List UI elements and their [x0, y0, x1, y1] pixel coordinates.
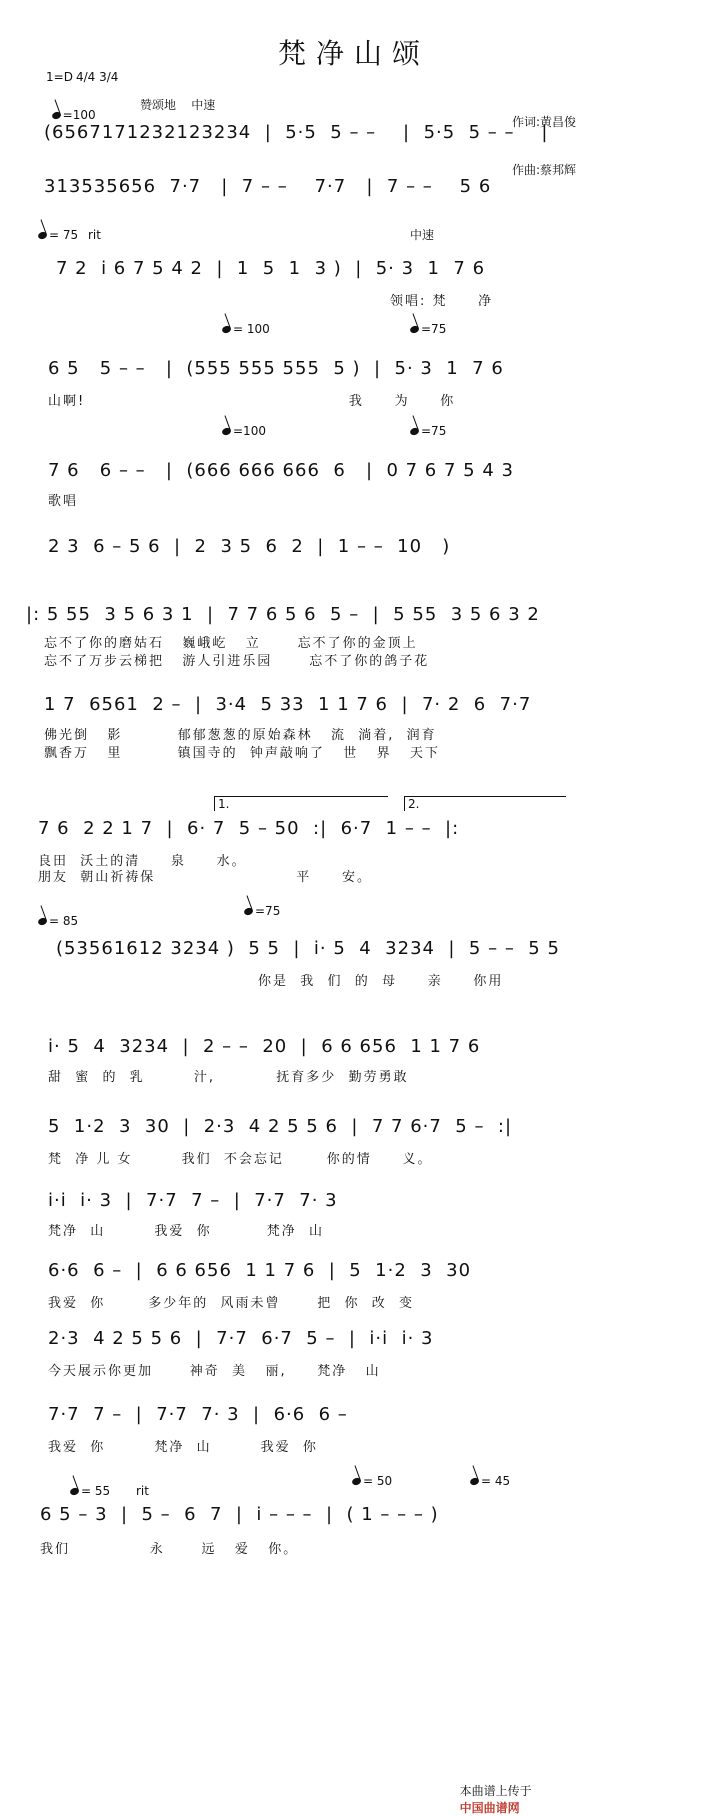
footer-text: 本曲谱上传于 — [459, 1784, 532, 1798]
score-line-15: 2·3 4 2 5 5 6 | 7·7 6·7 5 – | i·i i· 3 — [48, 1328, 434, 1349]
tempo-mark: = 45 — [470, 1474, 510, 1488]
lyrics-line-10: 你是 我 们 的 母 亲 你用 — [258, 974, 504, 989]
score-line-8: 1 7 6561 2 – | 3·4 5 33 1 1 7 6 | 7· 2 6 7·7 — [44, 694, 532, 715]
page-title: 梵净山颂 — [277, 37, 430, 70]
tempo-mark: = 100 — [222, 322, 270, 336]
lyrics-line-3: 领唱: 梵 净 — [390, 294, 494, 309]
score-line-12: 5 1·2 3 30 | 2·3 4 2 5 5 6 | 7 7 6·7 5 – :| — [48, 1116, 513, 1137]
score-line-13: i·i i· 3 | 7·7 7 – | 7·7 7· 3 — [48, 1190, 338, 1211]
score-line-7: |: 5 55 3 5 6 3 1 | 7 7 6 5 6 5 – | 5 55 3 5 6 3 2 — [26, 604, 540, 625]
quarter-note-icon — [51, 111, 62, 121]
score-line-6: 2 3 6 – 5 6 | 2 3 5 6 2 | 1 – – 10 ) — [48, 536, 451, 557]
quarter-note-icon — [69, 1487, 80, 1497]
rit-mark: rit — [136, 1484, 149, 1498]
tempo-text: 中速 — [410, 228, 435, 242]
tempo-mark: = 85 — [38, 914, 78, 928]
score-line-16: 7·7 7 – | 7·7 7· 3 | 6·6 6 – — [48, 1404, 348, 1425]
tempo-mark: =75 — [410, 424, 446, 438]
tempo-mark: =100 — [222, 424, 266, 438]
quarter-note-icon — [221, 427, 232, 437]
quarter-note-icon — [469, 1477, 480, 1487]
lyrics-line-11: 甜 蜜 的 乳 汁, 抚育多少 勤劳勇敢 — [48, 1070, 409, 1085]
lyrics-line-8a: 佛光倒 影 郁郁葱葱的原始森林 流 淌着, 润育 — [44, 728, 437, 743]
quarter-note-icon — [37, 231, 48, 241]
volta-2: 2. — [404, 796, 566, 811]
tempo-mark: = 75 — [38, 228, 78, 242]
score-line-1: (6567171232123234 | 5·5 5 – – | 5·5 5 – – | — [44, 122, 549, 143]
composer: 作曲:蔡邦辉 — [512, 163, 577, 177]
rit-mark: rit — [88, 228, 101, 242]
quarter-note-icon — [243, 907, 254, 917]
tempo-mark: =75 — [410, 322, 446, 336]
quarter-note-icon — [351, 1477, 362, 1487]
lyrics-line-15: 今天展示你更加 神奇 美 丽, 梵净 山 — [48, 1364, 381, 1379]
tempo-mark: =100 — [44, 94, 96, 122]
lyrics-line-4: 山啊! 我 为 你 — [48, 394, 456, 409]
lyrics-line-14: 我爱 你 多少年的 风雨未曾 把 你 改 变 — [48, 1296, 415, 1311]
volta-1: 1. — [214, 796, 388, 811]
expression-mark: 赞颂地 中速 — [140, 98, 216, 112]
lyrics-line-7b: 忘不了万步云梯把 游人引进乐园 忘不了你的鸽子花 — [44, 654, 430, 669]
lyrics-line-7a: 忘不了你的磨姑石 巍峨屹 立 忘不了你的金顶上 — [44, 636, 418, 651]
upload-footer — [452, 1768, 532, 1816]
quarter-note-icon — [409, 325, 420, 335]
lyricist: 作词:黄昌俊 — [512, 115, 577, 129]
quarter-note-icon — [37, 917, 48, 927]
tempo-mark: = 55 — [70, 1484, 110, 1498]
score-line-9: 7 6 2 2 1 7 | 6· 7 5 – 50 :| 6·7 1 – – |: — [38, 818, 460, 839]
lyrics-line-9a: 良田 沃土的清 泉 水。 — [38, 854, 247, 869]
lyrics-line-13: 梵净 山 我爱 你 梵净 山 — [48, 1224, 325, 1239]
lyrics-line-17: 我们 永 远 爱 你。 — [40, 1542, 299, 1557]
score-line-2: 313535656 7·7 | 7 – – 7·7 | 7 – – 5 6 — [44, 176, 492, 197]
key-signature: 1=D — [46, 70, 73, 84]
site-logo: 中国曲谱网 — [459, 1801, 520, 1815]
lyrics-line-5: 歌唱 — [48, 494, 79, 509]
score-line-17: 6 5 – 3 | 5 – 6 7 | i – – – | ( 1 – – – ) — [40, 1504, 439, 1525]
time-signature: 4/4 3/4 — [76, 70, 119, 84]
score-line-11: i· 5 4 3234 | 2 – – 20 | 6 6 656 1 1 7 6 — [48, 1036, 481, 1057]
score-line-10: (53561612 3234 ) 5 5 | i· 5 4 3234 | 5 – – 5 5 — [56, 938, 560, 959]
tempo-mark: =75 — [244, 904, 280, 918]
lyrics-line-9b: 朋友 朝山祈祷保 平 安。 — [38, 870, 372, 885]
lyrics-line-16: 我爱 你 梵净 山 我爱 你 — [48, 1440, 318, 1455]
lyrics-line-8b: 飘香万 里 镇国寺的 钟声敲响了 世 界 天下 — [44, 746, 441, 761]
score-line-4: 6 5 5 – – | (555 555 555 5 ) | 5· 3 1 7 6 — [48, 358, 504, 379]
tempo-mark: = 50 — [352, 1474, 392, 1488]
score-line-14: 6·6 6 – | 6 6 656 1 1 7 6 | 5 1·2 3 30 — [48, 1260, 472, 1281]
score-line-5: 7 6 6 – – | (666 666 666 6 | 0 7 6 7 5 4 3 — [48, 460, 514, 481]
quarter-note-icon — [409, 427, 420, 437]
lyrics-line-12: 梵 净 儿 女 我们 不会忘记 你的情 义。 — [48, 1152, 433, 1167]
quarter-note-icon — [221, 325, 232, 335]
score-line-3: 7 2 i 6 7 5 4 2 | 1 5 1 3 ) | 5· 3 1 7 6 — [56, 258, 486, 279]
